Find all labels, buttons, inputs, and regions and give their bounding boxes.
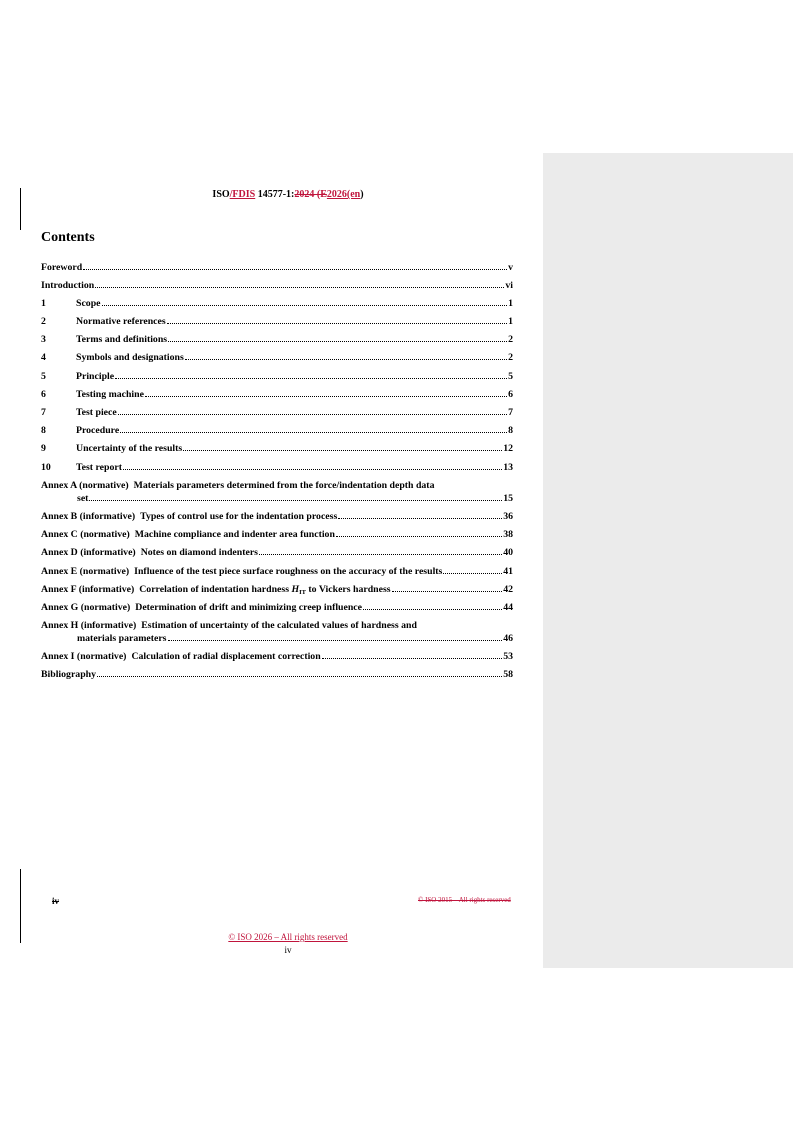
toc-entry-foreword[interactable] [41, 261, 513, 274]
table-of-contents [41, 261, 513, 687]
toc-entry-annex-h[interactable] [41, 619, 513, 632]
toc-number: 10 [41, 461, 51, 473]
dot-leader [168, 640, 503, 641]
toc-page: 38 [503, 529, 513, 541]
toc-annex-label: Annex H (informative) [41, 620, 137, 632]
toc-entry-clause-5[interactable] [41, 370, 513, 383]
toc-number: 6 [41, 388, 46, 400]
toc-number: 1 [41, 297, 46, 309]
toc-annex-label: Annex B (informative) [41, 510, 136, 522]
toc-entry-clause-9[interactable] [41, 442, 513, 455]
toc-annex-label: Annex G (normative) [41, 601, 131, 613]
dot-leader [363, 609, 502, 610]
toc-title: Symbols and designations [76, 352, 184, 364]
toc-entry-annex-a-continuation[interactable] [41, 492, 513, 505]
toc-entry-clause-10[interactable] [41, 461, 513, 474]
toc-number: 8 [41, 425, 46, 437]
toc-page: 1 [508, 316, 513, 328]
toc-title: Terms and definitions [76, 334, 168, 346]
toc-title: Types of control use for the indentation process [140, 510, 338, 522]
toc-title: Foreword [41, 261, 83, 273]
toc-entry-annex-g[interactable] [41, 601, 513, 614]
toc-page: 15 [503, 492, 513, 504]
toc-title: Bibliography [41, 669, 96, 681]
toc-entry-annex-a[interactable] [41, 479, 513, 492]
toc-entry-clause-3[interactable] [41, 333, 513, 346]
toc-title-before: Correlation of indentation hardness [139, 583, 292, 595]
dot-leader [392, 591, 503, 592]
contents-heading: Contents [41, 230, 95, 245]
toc-title-after: to Vickers hardness [305, 583, 391, 595]
toc-annex-label: Annex A (normative) [41, 479, 129, 491]
toc-title: Notes on diamond indenters [140, 547, 258, 559]
toc-number: 9 [41, 443, 46, 455]
deleted-page-number: iv [52, 896, 60, 906]
page-number: iv [284, 945, 292, 955]
dot-leader [336, 536, 502, 537]
toc-entry-annex-i[interactable] [41, 650, 513, 663]
toc-page: 58 [503, 669, 513, 681]
deleted-copyright: © ISO 2015 – All rights reserved [418, 896, 511, 904]
dot-leader [120, 432, 507, 433]
toc-title: Uncertainty of the results [76, 443, 183, 455]
toc-page: 7 [508, 407, 513, 418]
toc-title: Testing machine [76, 388, 144, 400]
toc-annex-label: Annex F (informative) [41, 583, 135, 595]
toc-title [139, 583, 390, 597]
toc-title: Introduction [41, 279, 95, 291]
toc-entry-clause-2[interactable] [41, 315, 513, 328]
toc-entry-clause-6[interactable] [41, 388, 513, 401]
toc-page: 41 [503, 565, 513, 577]
header-close: ) [360, 189, 364, 200]
toc-entry-bibliography[interactable] [41, 668, 513, 681]
toc-title: Estimation of uncertainty of the calculated values of hardness and [141, 620, 417, 632]
dot-leader [123, 469, 502, 470]
toc-entry-clause-1[interactable] [41, 297, 513, 310]
toc-entry-clause-7[interactable] [41, 406, 513, 419]
toc-page: vi [505, 279, 513, 291]
dot-leader [443, 573, 502, 574]
toc-page: 2 [508, 352, 513, 364]
toc-page: 40 [503, 547, 513, 559]
toc-title: Test report [76, 461, 122, 473]
toc-title: Influence of the test piece surface roughness on the accuracy of the results [134, 565, 443, 577]
toc-entry-clause-8[interactable] [41, 424, 513, 437]
toc-title-continuation: materials parameters [77, 633, 167, 645]
dot-leader [83, 269, 507, 270]
toc-entry-annex-d[interactable] [41, 546, 513, 559]
toc-entry-annex-e[interactable] [41, 565, 513, 578]
change-bar-top [20, 188, 21, 230]
dot-leader [89, 500, 502, 501]
toc-page: 8 [508, 425, 513, 437]
toc-page: 36 [503, 510, 513, 522]
toc-entry-annex-c[interactable] [41, 528, 513, 541]
toc-title: Procedure [76, 425, 120, 437]
comment-pane [543, 153, 793, 968]
toc-page: 44 [503, 601, 513, 613]
dot-leader [167, 323, 507, 324]
header-year-insertion: 2026(en [326, 189, 361, 200]
dot-leader [102, 305, 508, 306]
change-bar-bottom [20, 869, 21, 943]
toc-title: Materials parameters determined from the force/indentation depth data [133, 479, 435, 491]
toc-annex-label: Annex D (informative) [41, 547, 136, 559]
toc-page: 2 [508, 334, 513, 346]
dot-leader [183, 450, 502, 451]
document-header [41, 188, 535, 202]
toc-page: 1 [508, 297, 513, 309]
toc-entry-annex-h-continuation[interactable] [41, 632, 513, 645]
toc-number: 5 [41, 370, 46, 382]
toc-page: 6 [508, 388, 513, 400]
inserted-copyright-text: © ISO 2026 – All rights reserved [228, 932, 348, 942]
header-fdis-insertion: /FDIS [229, 189, 256, 200]
dot-leader [97, 676, 502, 677]
toc-title: Calculation of radial displacement correction [131, 651, 321, 663]
toc-page: 46 [503, 633, 513, 645]
toc-entry-annex-b[interactable] [41, 510, 513, 523]
dot-leader [118, 414, 507, 415]
toc-title: Determination of drift and minimizing creep influence [135, 601, 363, 613]
dot-leader [95, 287, 504, 288]
inserted-copyright [41, 931, 535, 943]
toc-number: 7 [41, 407, 46, 418]
toc-title: Normative references [76, 316, 166, 328]
dot-leader [168, 341, 507, 342]
toc-page: 53 [503, 651, 513, 663]
toc-number: 3 [41, 334, 46, 346]
toc-number: 4 [41, 352, 46, 364]
hardness-symbol: H [291, 583, 300, 595]
toc-entry-clause-4[interactable] [41, 351, 513, 364]
toc-annex-label: Annex E (normative) [41, 565, 130, 577]
toc-page: 5 [508, 370, 513, 382]
toc-title: Machine compliance and indenter area function [134, 529, 335, 541]
dot-leader [185, 359, 507, 360]
toc-page: 12 [503, 443, 513, 455]
toc-number: 2 [41, 316, 46, 328]
toc-title-continuation: set [77, 492, 89, 504]
toc-page: 13 [503, 461, 513, 473]
hardness-subscript: IT [299, 588, 306, 596]
dot-leader [322, 658, 503, 659]
dot-leader [115, 378, 507, 379]
toc-entry-introduction[interactable] [41, 279, 513, 292]
toc-annex-label: Annex I (normative) [41, 651, 127, 663]
header-iso: ISO [212, 189, 230, 200]
dot-leader [145, 396, 507, 397]
dot-leader [338, 518, 502, 519]
header-number: 14577-1: [255, 189, 295, 200]
toc-title: Principle [76, 370, 115, 382]
dot-leader [259, 554, 502, 555]
toc-title: Scope [76, 297, 101, 309]
header-year-deletion: 2024 (E [294, 189, 327, 200]
toc-page: 42 [503, 583, 513, 595]
toc-entry-annex-f[interactable] [41, 583, 513, 596]
toc-annex-label: Annex C (normative) [41, 529, 130, 541]
toc-page: v [508, 261, 513, 273]
toc-title: Test piece [76, 407, 117, 418]
